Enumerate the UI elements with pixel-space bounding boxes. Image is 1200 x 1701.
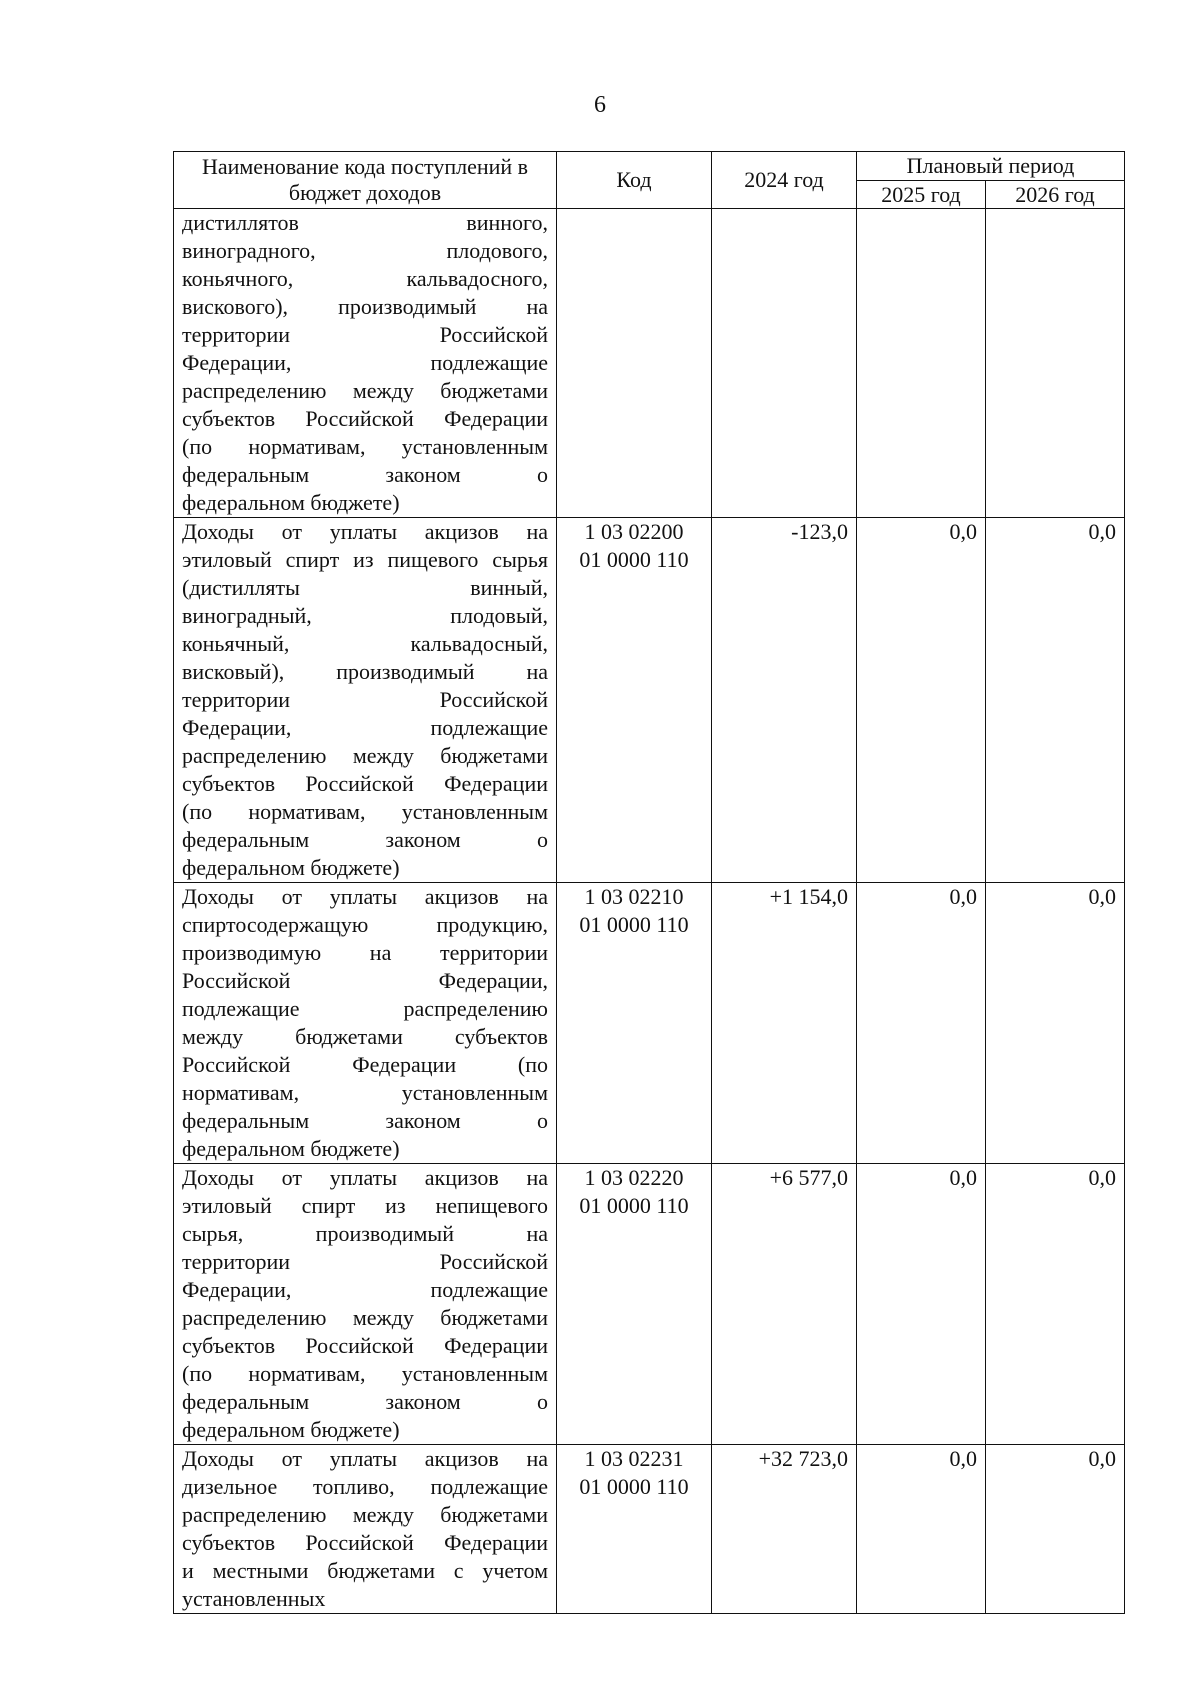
amount-2025-cell — [857, 209, 986, 518]
table-body — [174, 209, 1125, 1614]
revenue-code-line: 01 0000 110 — [579, 912, 689, 937]
revenue-name-line: Доходы от уплаты акцизов на — [182, 1446, 548, 1471]
revenue-name-line: распределению между бюджетами — [182, 1502, 548, 1527]
table-row — [174, 209, 1125, 518]
revenue-name-line: территории Российской — [182, 1249, 548, 1274]
revenue-name-line: дизельное топливо, подлежащие — [182, 1474, 548, 1499]
revenue-name-line: субъектов Российской Федерации — [182, 1530, 548, 1555]
table-row — [174, 1445, 1125, 1614]
revenue-code-line: 01 0000 110 — [579, 1193, 689, 1218]
revenue-name-line: распределению между бюджетами — [182, 743, 548, 768]
revenue-name-line: виноградного, плодового, — [182, 238, 548, 263]
revenue-code-cell — [557, 1164, 712, 1445]
revenue-code-cell — [557, 1445, 712, 1614]
amount-2026-cell: 0,0 — [986, 1445, 1125, 1614]
revenue-name-line: (по нормативам, установленным — [182, 434, 548, 459]
revenue-name-line: территории Российской — [182, 687, 548, 712]
revenue-name-line: распределению между бюджетами — [182, 1305, 548, 1330]
revenue-name-line: между бюджетами субъектов — [182, 1024, 548, 1049]
revenue-name-cell — [174, 518, 557, 883]
revenue-name-line: Федерации, подлежащие — [182, 715, 548, 740]
revenue-code-cell — [557, 518, 712, 883]
header-planned-period: Плановый период — [857, 152, 1125, 181]
header-2024: 2024 год — [712, 152, 857, 209]
revenue-name-line: подлежащие распределению — [182, 996, 548, 1021]
amount-2025-cell: 0,0 — [857, 1164, 986, 1445]
revenue-name-line: (по нормативам, установленным — [182, 1361, 548, 1386]
revenue-code-line: 1 03 02220 — [584, 1165, 684, 1190]
revenue-name-line: установленных — [182, 1586, 326, 1611]
revenue-name-line: федеральным законом о — [182, 827, 548, 852]
amount-2024-cell: +1 154,0 — [712, 883, 857, 1164]
revenue-code-line: 01 0000 110 — [579, 547, 689, 572]
revenue-name-line: федеральном бюджете) — [182, 855, 400, 880]
revenue-name-line: производимую на территории — [182, 940, 548, 965]
table-row — [174, 1164, 1125, 1445]
revenue-table — [173, 151, 1125, 1614]
revenue-name-line: (дистилляты винный, — [182, 575, 548, 600]
revenue-code-line: 1 03 02210 — [584, 884, 684, 909]
revenue-name-line: субъектов Российской Федерации — [182, 1333, 548, 1358]
revenue-name-line: коньячный, кальвадосный, — [182, 631, 548, 656]
revenue-name-line: федеральным законом о — [182, 1108, 548, 1133]
revenue-name-line: этиловый спирт из непищевого — [182, 1193, 548, 1218]
revenue-name-line: федеральным законом о — [182, 1389, 548, 1414]
revenue-name-line: Доходы от уплаты акцизов на — [182, 1165, 548, 1190]
revenue-name-cell — [174, 1164, 557, 1445]
revenue-name-line: этиловый спирт из пищевого сырья — [182, 547, 548, 572]
revenue-code-cell — [557, 209, 712, 518]
table-row — [174, 883, 1125, 1164]
amount-2024-cell: -123,0 — [712, 518, 857, 883]
amount-2024-cell: +32 723,0 — [712, 1445, 857, 1614]
revenue-name-line: коньячного, кальвадосного, — [182, 266, 548, 291]
header-name: Наименование кода поступлений в бюджет доходов — [174, 152, 557, 209]
revenue-code-cell — [557, 883, 712, 1164]
page-number: 6 — [594, 92, 606, 118]
revenue-name-line: и местными бюджетами с учетом — [182, 1558, 548, 1583]
revenue-name-line: висковый), производимый на — [182, 659, 548, 684]
revenue-name-line: федеральном бюджете) — [182, 1136, 400, 1161]
revenue-name-line: (по нормативам, установленным — [182, 799, 548, 824]
revenue-name-line: федеральным законом о — [182, 462, 548, 487]
amount-2024-cell — [712, 209, 857, 518]
revenue-name-line: сырья, производимый на — [182, 1221, 548, 1246]
revenue-code-line: 1 03 02231 — [584, 1446, 684, 1471]
header-2026: 2026 год — [986, 181, 1125, 209]
header-code: Код — [557, 152, 712, 209]
revenue-code-line: 01 0000 110 — [579, 1474, 689, 1499]
revenue-name-line: федеральном бюджете) — [182, 490, 400, 515]
amount-2025-cell: 0,0 — [857, 1445, 986, 1614]
revenue-name-line: виноградный, плодовый, — [182, 603, 548, 628]
amount-2025-cell: 0,0 — [857, 883, 986, 1164]
revenue-name-cell — [174, 883, 557, 1164]
revenue-code-line: 1 03 02200 — [584, 519, 684, 544]
revenue-name-line: субъектов Российской Федерации — [182, 771, 548, 796]
header-2025: 2025 год — [857, 181, 986, 209]
revenue-name-line: Доходы от уплаты акцизов на — [182, 884, 548, 909]
revenue-name-line: Российской Федерации (по — [182, 1052, 548, 1077]
amount-2026-cell: 0,0 — [986, 518, 1125, 883]
revenue-name-line: Доходы от уплаты акцизов на — [182, 519, 548, 544]
table-row — [174, 518, 1125, 883]
revenue-name-line: спиртосодержащую продукцию, — [182, 912, 548, 937]
revenue-name-line: дистиллятов винного, — [182, 210, 548, 235]
amount-2025-cell: 0,0 — [857, 518, 986, 883]
revenue-name-line: Российской Федерации, — [182, 968, 548, 993]
amount-2026-cell: 0,0 — [986, 883, 1125, 1164]
revenue-name-line: нормативам, установленным — [182, 1080, 548, 1105]
amount-2026-cell: 0,0 — [986, 1164, 1125, 1445]
revenue-name-line: вискового), производимый на — [182, 294, 548, 319]
revenue-name-line: Федерации, подлежащие — [182, 1277, 548, 1302]
revenue-name-line: федеральном бюджете) — [182, 1417, 400, 1442]
revenue-name-cell — [174, 209, 557, 518]
revenue-name-line: Федерации, подлежащие — [182, 350, 548, 375]
revenue-name-line: распределению между бюджетами — [182, 378, 548, 403]
revenue-name-line: субъектов Российской Федерации — [182, 406, 548, 431]
revenue-name-cell — [174, 1445, 557, 1614]
revenue-name-line: территории Российской — [182, 322, 548, 347]
amount-2026-cell — [986, 209, 1125, 518]
amount-2024-cell: +6 577,0 — [712, 1164, 857, 1445]
